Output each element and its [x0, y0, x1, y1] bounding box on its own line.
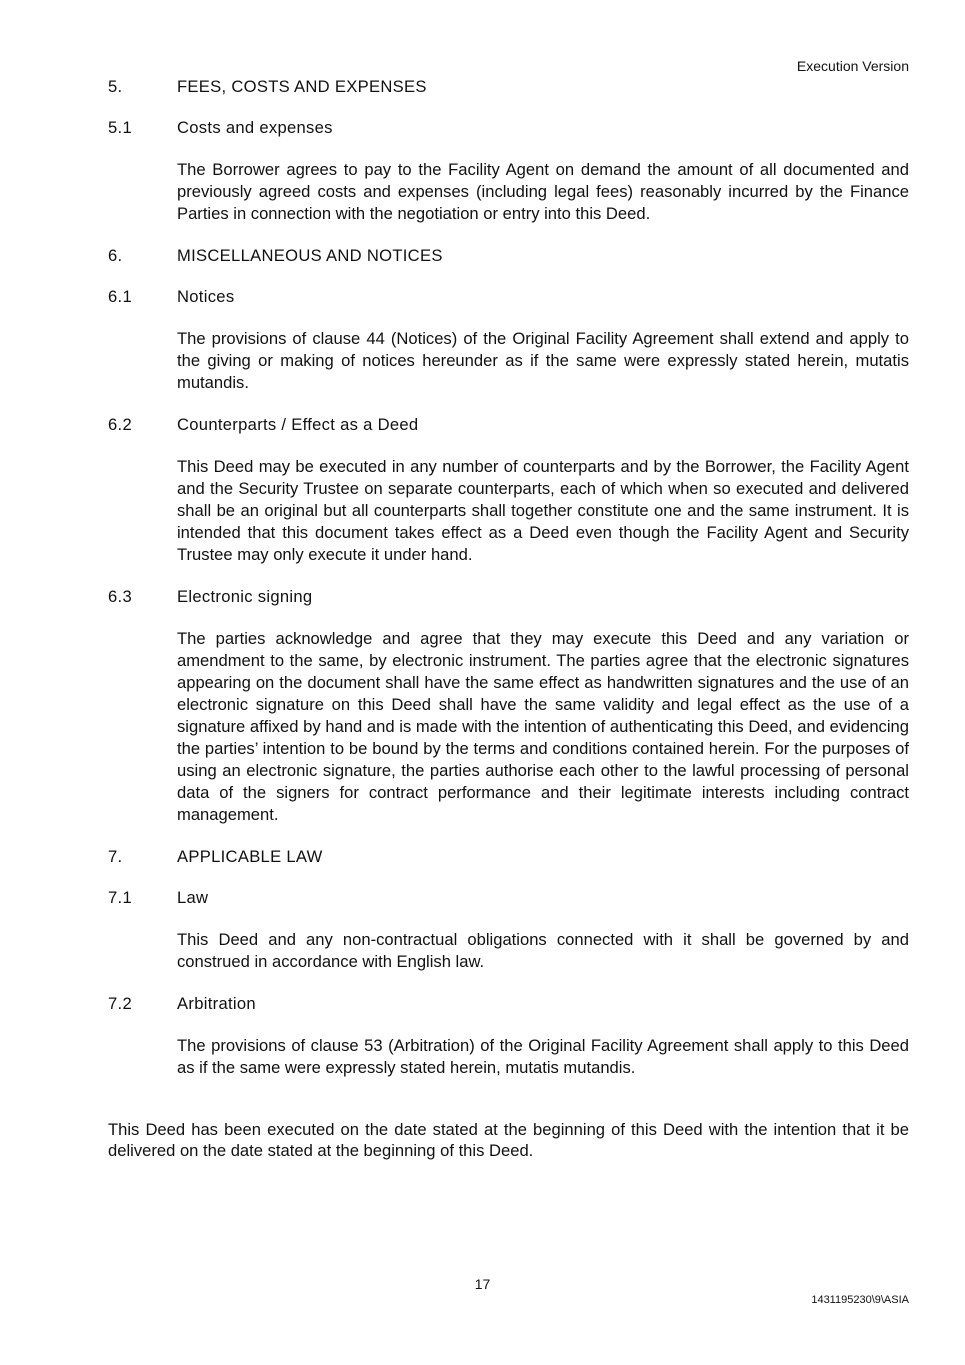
section-number: 5. — [108, 77, 123, 96]
clause-text: The Borrower agrees to pay to the Facility Agent on demand the amount of all documented and previously agreed costs and expenses (including legal fees) reasonably incurred by the Finance Parties in connection with the negotiation or entry into this Deed. — [177, 160, 909, 223]
clause-title: Electronic signing — [177, 587, 313, 606]
clause-heading — [108, 287, 909, 307]
clause-number: 7.2 — [108, 994, 132, 1013]
clause-heading — [108, 888, 909, 908]
document-body — [108, 77, 909, 1161]
section-heading — [108, 246, 909, 266]
clause-number: 6.1 — [108, 287, 132, 306]
clause-number: 6.3 — [108, 587, 132, 606]
clause-heading — [108, 587, 909, 607]
section-heading — [108, 847, 909, 867]
section-number: 6. — [108, 246, 123, 265]
clause-heading — [108, 994, 909, 1014]
section-heading — [108, 77, 909, 97]
clause-number: 7.1 — [108, 888, 132, 907]
section-number: 7. — [108, 847, 123, 866]
page-number: 17 — [474, 1276, 491, 1292]
clause-title: Arbitration — [177, 994, 256, 1013]
clause-text: The provisions of clause 44 (Notices) of the Original Facility Agreement shall extend and apply to the giving or making of notices hereunder as if the same were expressly stated herein, mutatis mutandis. — [177, 329, 909, 392]
clause-title: Counterparts / Effect as a Deed — [177, 415, 419, 434]
clause-text: This Deed may be executed in any number of counterparts and by the Borrower, the Facility Agent and the Security Trustee on separate counterparts, each of which when so executed and delivered shall be an original but all counterparts shall together constitute one and the same instrument. It is intended that this document takes effect as a Deed even though the Facility Agent and Security Trustee may only execute it under hand. — [177, 457, 909, 564]
execution-statement: This Deed has been executed on the date stated at the beginning of this Deed with the intention that it be delivered on the date stated at the beginning of this Deed. — [108, 1120, 909, 1160]
clause-title: Notices — [177, 287, 235, 306]
execution-version-label: Execution Version — [796, 58, 909, 74]
clause-number: 5.1 — [108, 118, 132, 137]
document-reference: 1431195230\9\ASIA — [811, 1294, 909, 1306]
clause-title: Law — [177, 888, 209, 907]
section-title: APPLICABLE LAW — [177, 847, 323, 866]
clause-title: Costs and expenses — [177, 118, 333, 137]
clause-text: The provisions of clause 53 (Arbitration) of the Original Facility Agreement shall apply to this Deed as if the same were expressly stated herein, mutatis mutandis. — [177, 1036, 909, 1077]
clause-heading — [108, 415, 909, 435]
section-title: FEES, COSTS AND EXPENSES — [177, 77, 427, 96]
clause-heading — [108, 118, 909, 138]
section-title: MISCELLANEOUS AND NOTICES — [177, 246, 443, 265]
clause-text: The parties acknowledge and agree that they may execute this Deed and any variation or amendment to the same, by electronic instrument. The parties agree that the electronic signatures appearing on the document shall have the same effect as handwritten signatures and the use of an electronic signature on this Deed shall have the same validity and legal effect as the use of a signature affixed by hand and is made with the intention of authenticating this Deed, and evidencing the parties’ intention to be bound by the terms and conditions contained herein. For the purposes of using an electronic signature, the parties authorise each other to the lawful processing of personal data of the signers for contract performance and their legitimate interests including contract management. — [177, 629, 909, 824]
clause-number: 6.2 — [108, 415, 132, 434]
clause-text: This Deed and any non-contractual obligations connected with it shall be governed by and construed in accordance with English law. — [177, 930, 909, 971]
